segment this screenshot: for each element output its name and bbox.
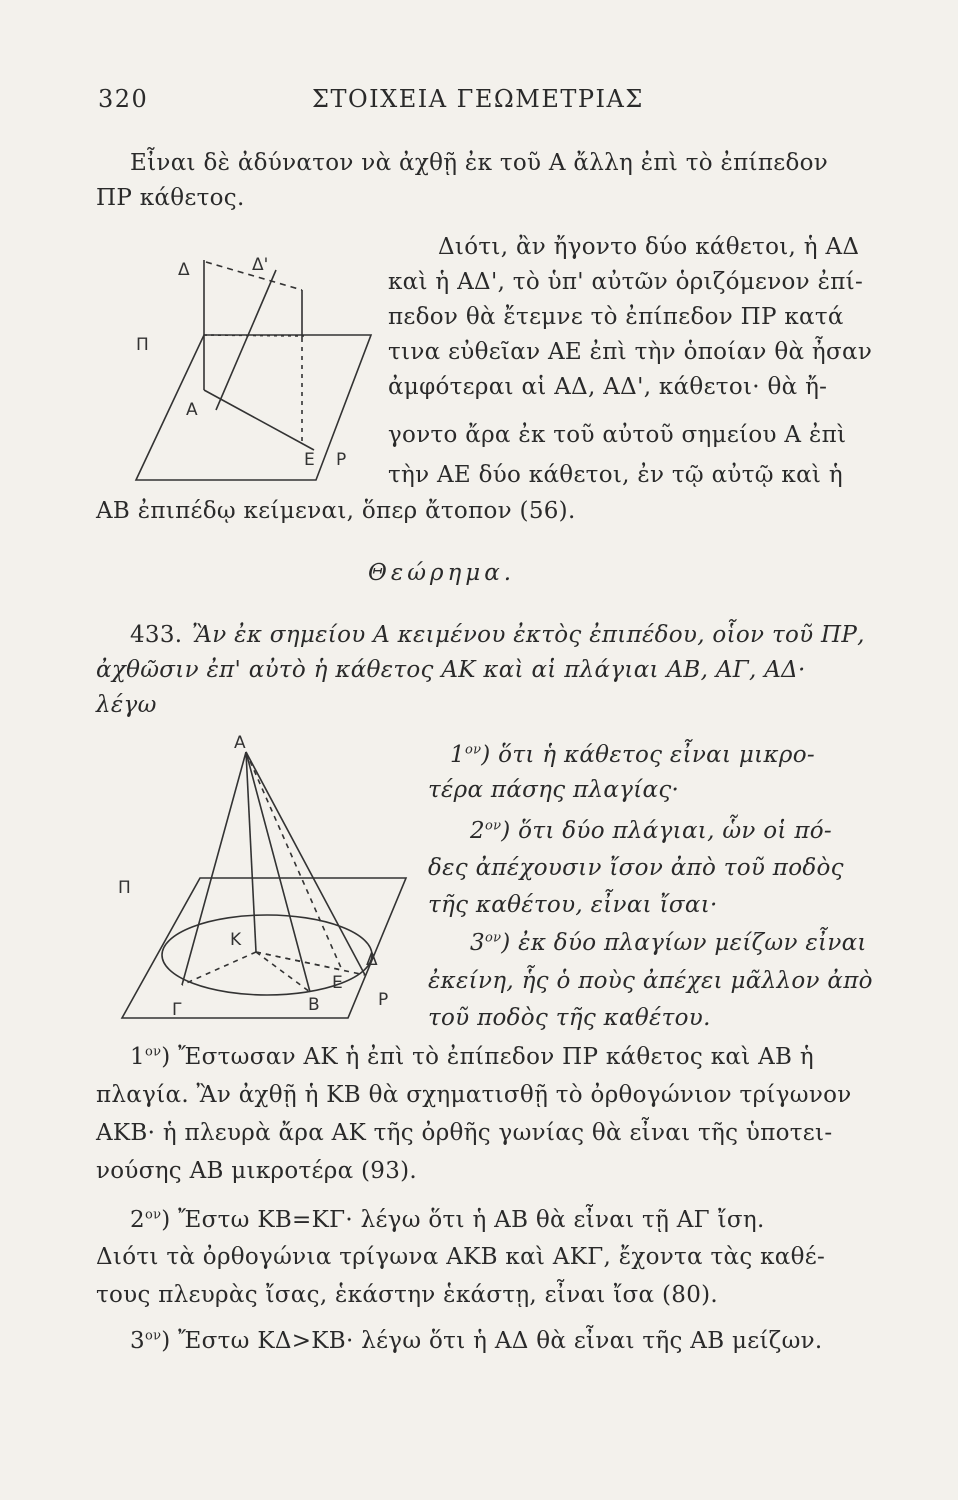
fig1-label-d-prime: Δ' — [252, 255, 269, 275]
fig1-label-p: Π — [136, 335, 149, 355]
proof1-line: τινα εὐθεῖαν ΑΕ ἐπὶ τὴν ὁποίαν θὰ ἦσαν — [388, 339, 873, 365]
proof-1-cont: ΑΚΒ· ἡ πλευρὰ ἄρα ΑΚ τῆς ὀρθῆς γωνίας θὰ εἶναι τῆς ὑποτει- — [96, 1120, 833, 1146]
proof-3-text: ) Ἔστω ΚΔ>ΚΒ· λέγω ὅτι ἡ ΑΔ θὰ εἶναι τῆς ΑΒ μείζων. — [161, 1328, 823, 1354]
proof1-line: τὴν ΑΕ δύο κάθετοι, ἐν τῷ αὐτῷ καὶ ἡ — [388, 462, 843, 488]
proof-2-cont: Διότι τὰ ὀρθογώνια τρίγωνα ΑΚΒ καὶ ΑΚΓ, ἔχοντα τὰς καθέ- — [96, 1244, 826, 1270]
line-ad-prime — [216, 270, 276, 410]
claim-3-sup: ον — [484, 930, 502, 946]
proof1-line: γοντο ἄρα ἐκ τοῦ αὐτοῦ σημείου Α ἐπὶ — [388, 422, 847, 448]
fig2-label-k: Κ — [230, 930, 242, 950]
fig2-label-d: Δ — [366, 950, 378, 970]
proof-part-3 — [130, 1326, 823, 1356]
theorem-statement: Ἂν ἐκ σημείου Α κειμένου ἐκτὸς ἐπιπέδου, οἷον τοῦ ΠΡ, — [192, 622, 865, 648]
figure-cone-perpendicular — [110, 730, 410, 1025]
theorem-statement: λέγω — [96, 692, 157, 718]
claim-2-cont: τῆς καθέτου, εἶναι ἴσαι· — [428, 892, 718, 918]
fig2-label-e: Ε — [332, 973, 343, 993]
proof1-line: Διότι, ἂν ἤγοντο δύο κάθετοι, ἡ ΑΔ — [438, 234, 860, 260]
fig2-label-r: Ρ — [378, 990, 389, 1010]
fig1-label-d: Δ — [178, 260, 190, 280]
proof-1-num: 1 — [130, 1044, 145, 1070]
claim-2: $2^{o\nu}$) ὅτι δύο πλάγιαι, ὧν οἱ πό- — [470, 818, 832, 844]
figure-perpendiculars-plane — [126, 240, 396, 500]
proof-1-cont: πλαγία. Ἂν ἀχθῇ ἡ ΚΒ θὰ σχηματισθῇ τὸ ὀρθογώνιον τρίγωνον — [96, 1082, 852, 1108]
proof-2-sup: ον — [144, 1207, 162, 1223]
plane-pr-2 — [122, 878, 406, 1018]
proof-2-text: ) Ἔστω ΚΒ=ΚΓ· λέγω ὅτι ἡ ΑΒ θὰ εἶναι τῇ ΑΓ ἴση. — [161, 1207, 765, 1233]
claim-3-cont: τοῦ ποδὸς τῆς καθέτου. — [428, 1005, 711, 1031]
claim-3-num: 3 — [470, 930, 485, 956]
running-title: ΣΤΟΙΧΕΙΑ ΓΕΩΜΕΤΡΙΑΣ — [312, 85, 644, 113]
proof-part-1 — [130, 1042, 814, 1072]
claim-3-text: ἐκ δύο πλαγίων μείζων εἶναι — [518, 930, 867, 956]
dashed-ke — [256, 952, 342, 970]
fig1-label-a: Α — [186, 400, 198, 420]
proof-1-sup: ον — [144, 1044, 162, 1060]
dashed-plane-hidden — [204, 335, 304, 336]
proof-1-cont: νούσης ΑΒ μικροτέρα (93). — [96, 1158, 418, 1184]
proof-1-text: ) Ἔστωσαν ΑΚ ἡ ἐπὶ τὸ ἐπίπεδον ΠΡ κάθετος καὶ ΑΒ ἡ — [161, 1044, 814, 1070]
proof-3-num: 3 — [130, 1328, 145, 1354]
fig2-label-b: Β — [308, 995, 320, 1015]
fig2-label-g: Γ — [172, 1000, 182, 1020]
fig1-label-r: Ρ — [336, 450, 347, 470]
claim-1-num: 1 — [450, 742, 465, 768]
claim-1: $1^{o\nu}$) ὅτι ἡ κάθετος εἶναι μικρο- — [450, 742, 815, 768]
dashed-kg — [182, 952, 256, 985]
theorem-statement: ἀχθῶσιν ἐπ' αὐτὸ ἡ κάθετος ΑΚ καὶ αἱ πλάγιαι ΑΒ, ΑΓ, ΑΔ· — [96, 657, 806, 683]
line-ag — [182, 752, 246, 985]
claim-2-sup: ον — [484, 818, 502, 834]
line-ad-cone — [246, 752, 365, 975]
dashed-kd — [256, 952, 365, 975]
theorem-heading: Θεώρημα. — [368, 560, 516, 586]
claim-2-num: 2 — [470, 818, 485, 844]
claim-3: $3^{o\nu}$) ἐκ δύο πλαγίων μείζων εἶναι — [470, 930, 867, 956]
claim-2-cont: δες ἀπέχουσιν ἴσον ἀπὸ τοῦ ποδὸς — [428, 855, 844, 881]
claim-1-text: ὅτι ἡ κάθετος εἶναι μικρο- — [498, 742, 815, 768]
intro-line: Εἶναι δὲ ἀδύνατον νὰ ἀχθῇ ἐκ τοῦ Α ἄλλη ἐπὶ τὸ ἐπίπεδον — [130, 150, 829, 176]
fig1-label-e: Ε — [304, 450, 315, 470]
proof-2-num: 2 — [130, 1207, 145, 1233]
fig2-label-p: Π — [118, 878, 131, 898]
proof1-line: πεδον θὰ ἔτεμνε τὸ ἐπίπεδον ΠΡ κατά — [388, 304, 844, 330]
claim-2-text: ὅτι δύο πλάγιαι, ὧν οἱ πό- — [518, 818, 832, 844]
fig2-label-a: Α — [234, 733, 246, 753]
proof1-line: ἀμφότεραι αἱ ΑΔ, ΑΔ', κάθετοι· θὰ ἤ- — [388, 374, 828, 400]
theorem-number: 433. — [130, 622, 183, 648]
proof-2-cont: τους πλευρὰς ἴσας, ἑκάστην ἑκάστῃ, εἶναι ἴσα (80). — [96, 1282, 719, 1308]
dashed-kb — [256, 952, 310, 992]
claim-1-cont: τέρα πάσης πλαγίας· — [428, 777, 680, 803]
proof-part-2 — [130, 1205, 765, 1235]
proof-3-sup: ον — [144, 1328, 162, 1344]
dashed-ae — [246, 752, 342, 970]
claim-3-cont: ἐκείνη, ἧς ὁ ποὺς ἀπέχει μᾶλλον ἀπὸ — [428, 968, 873, 994]
proof1-last-line: ΑΒ ἐπιπέδῳ κείμεναι, ὅπερ ἄτοπον (56). — [96, 498, 576, 524]
page-number: 320 — [98, 85, 149, 113]
intro-line: ΠΡ κάθετος. — [96, 185, 245, 211]
claim-1-sup: ον — [464, 742, 482, 758]
proof1-line: καὶ ἡ ΑΔ', τὸ ὑπ' αὐτῶν ὁριζόμενον ἐπί- — [388, 269, 864, 295]
